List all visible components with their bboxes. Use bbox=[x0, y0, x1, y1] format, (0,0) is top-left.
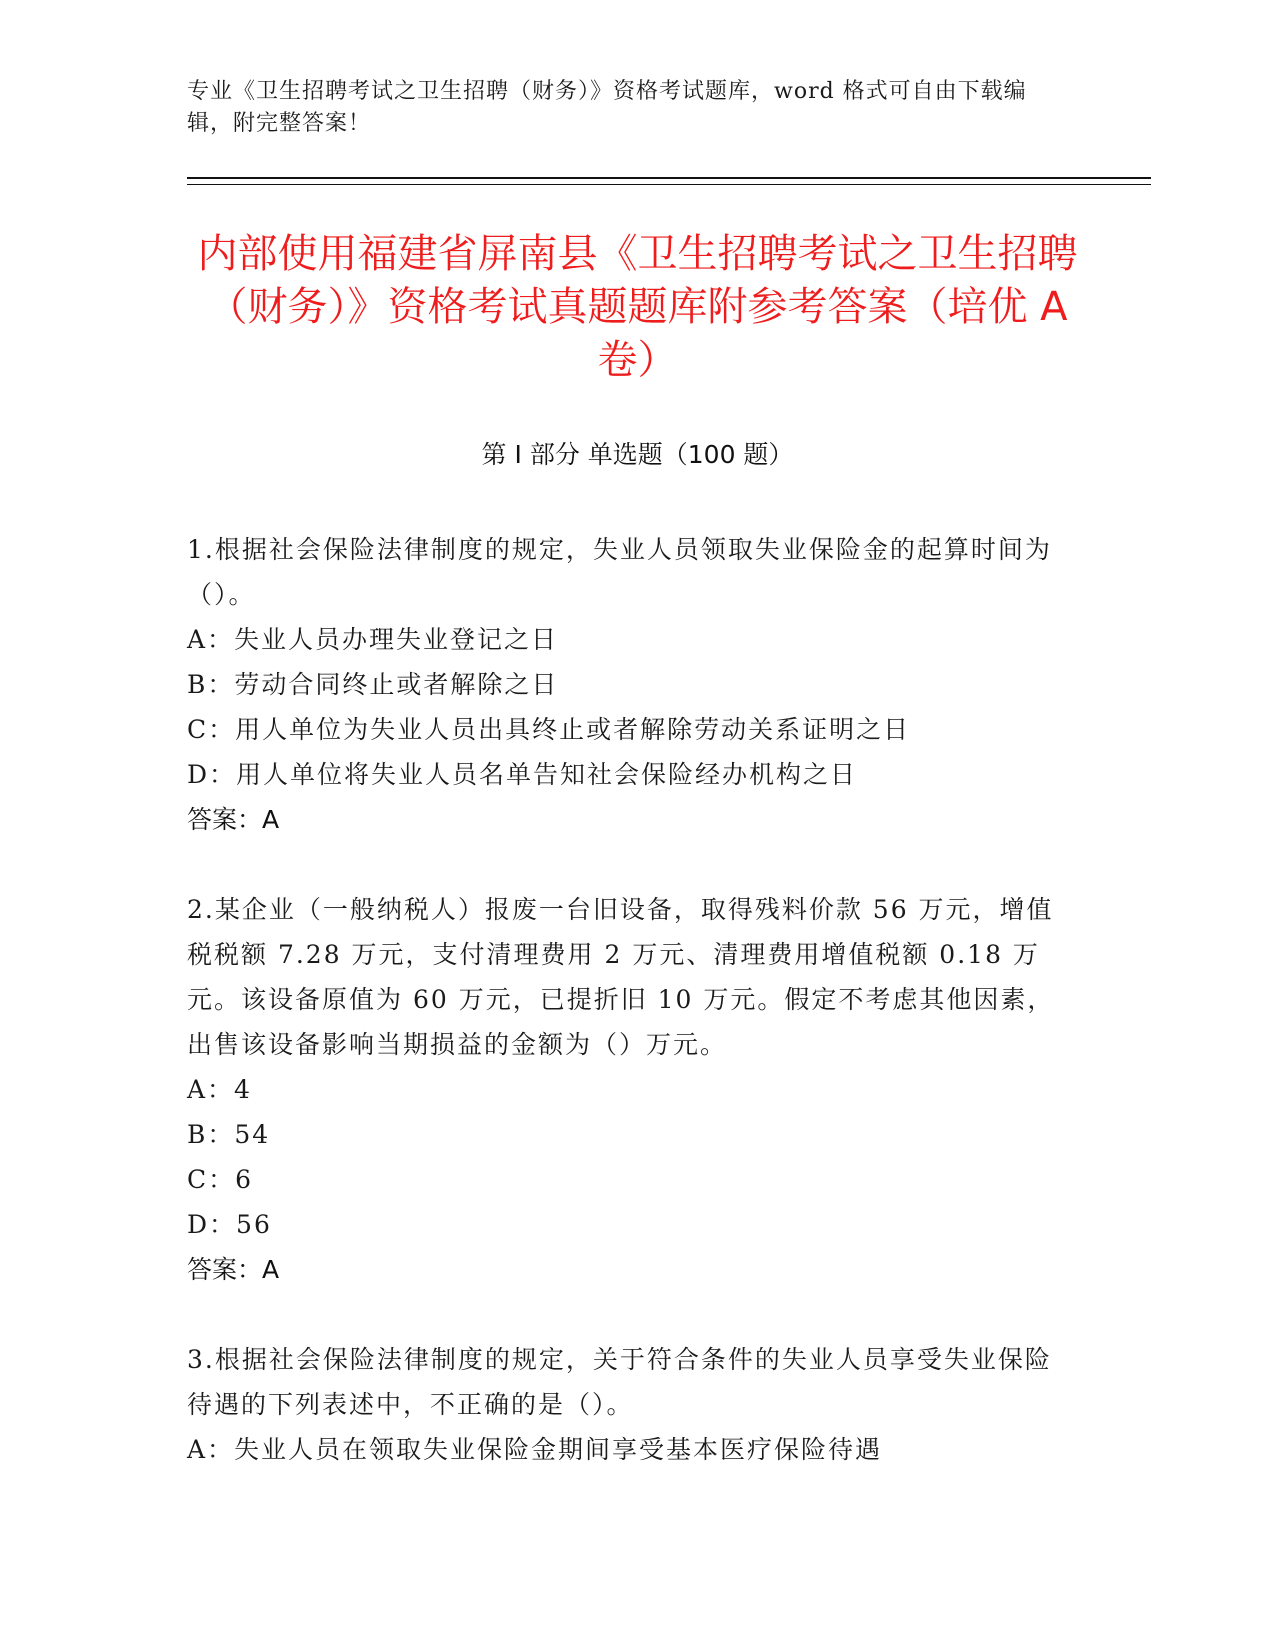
option-a: A：失业人员在领取失业保险金期间享受基本医疗保险待遇 bbox=[187, 1435, 883, 1464]
question-3 bbox=[187, 1337, 1067, 1472]
option-c: C：用人单位为失业人员出具终止或者解除劳动关系证明之日 bbox=[187, 715, 911, 744]
question-stem: 1.根据社会保险法律制度的规定，失业人员领取失业保险金的起算时间为（）。 bbox=[187, 535, 1052, 609]
option-b: B：劳动合同终止或者解除之日 bbox=[187, 670, 559, 699]
answer-line: 答案：A bbox=[187, 805, 280, 834]
question-list bbox=[187, 527, 1067, 1517]
question-stem: 2.某企业（一般纳税人）报废一台旧设备，取得残料价款 56 万元，增值税税额 7.28 万元，支付清理费用 2 万元、清理费用增值税额 0.18 万元。该设备原值为 60 万元，已提折旧 10 万元。假定不考虑其他因素，出售该设备影响当期损益的金额为（）万元。 bbox=[187, 895, 1055, 1059]
question-1 bbox=[187, 527, 1067, 842]
document-title: 内部使用福建省屏南县《卫生招聘考试之卫生招聘（财务）》资格考试真题题库附参考答案（培优 A 卷） bbox=[197, 231, 1078, 383]
question-stem: 3.根据社会保险法律制度的规定，关于符合条件的失业人员享受失业保险待遇的下列表述中，不正确的是（）。 bbox=[187, 1345, 1052, 1419]
header-note: 专业《卫生招聘考试之卫生招聘（财务）》资格考试题库，word 格式可自由下载编辑，附完整答案！ bbox=[187, 79, 1027, 136]
option-d: D：用人单位将失业人员名单告知社会保险经办机构之日 bbox=[187, 760, 858, 789]
header-rule-thin bbox=[187, 184, 1151, 185]
answer-line: 答案：A bbox=[187, 1255, 280, 1284]
option-d: D：56 bbox=[187, 1210, 272, 1239]
option-a: A：失业人员办理失业登记之日 bbox=[187, 625, 559, 654]
option-b: B：54 bbox=[187, 1120, 271, 1149]
option-a: A：4 bbox=[187, 1075, 252, 1104]
option-c: C：6 bbox=[187, 1165, 254, 1194]
header-rule-thick bbox=[187, 177, 1151, 179]
section-heading: 第 I 部分 单选题（100 题） bbox=[481, 440, 794, 469]
question-2 bbox=[187, 887, 1067, 1292]
